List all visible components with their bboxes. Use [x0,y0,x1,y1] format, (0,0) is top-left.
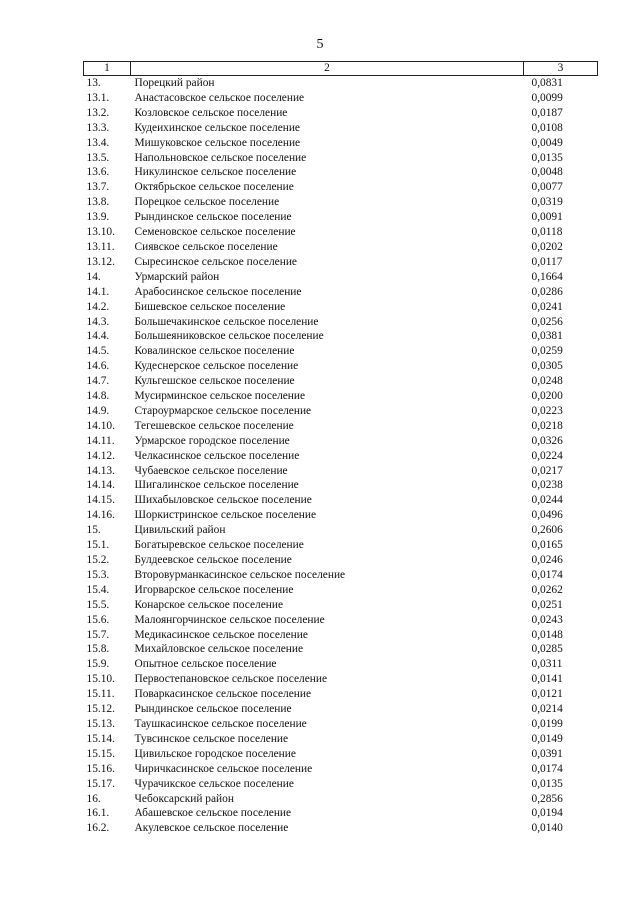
municipality-name: Урмарский район [134,270,220,283]
municipality-name: Тувсинское сельское поселение [134,732,289,745]
row-value: 0,2606 [531,524,563,537]
row-value: 0,0194 [531,807,563,820]
row-value: 0,0311 [531,658,563,671]
row-value: 0,0199 [531,717,563,730]
row-value: 0,0140 [531,822,563,835]
row-number: 13.5. [86,151,110,164]
row-value: 0,0174 [531,762,563,775]
table-row [84,180,598,195]
municipality-name: Рындинское сельское поселение [134,703,292,716]
row-number: 14.8. [86,390,110,403]
row-number: 14.11. [86,434,115,447]
row-number: 15.14. [86,732,115,745]
row-number: 14.10. [86,419,115,432]
municipality-name: Цивильский район [134,524,226,537]
municipality-name: Кудеихинское сельское поселение [134,121,300,134]
row-number: 15.15. [86,747,115,760]
row-value: 0,0049 [531,136,563,149]
table-row [84,121,598,136]
municipality-name: Шихабыловское сельское поселение [134,494,312,507]
row-number: 15.6. [86,613,110,626]
row-number: 14.9. [86,404,110,417]
row-number: 15.5. [86,598,110,611]
row-number: 15.10. [86,673,115,686]
table-row [84,106,598,121]
table-row [84,657,598,672]
table-row [84,702,598,717]
table-row [84,389,598,404]
row-number: 13.2. [86,106,110,119]
row-number: 15.3. [86,568,110,581]
row-number: 15.17. [86,777,115,790]
row-value: 0,0149 [531,732,563,745]
row-number: 15.12. [86,703,115,716]
row-value: 0,0148 [531,628,563,641]
row-value: 0,0223 [531,404,563,417]
table-row [84,687,598,702]
municipality-name: Чиричкасинское сельское поселение [134,762,313,775]
row-number: 15.8. [86,643,110,656]
municipality-name: Ковалинское сельское поселение [134,345,295,358]
row-value: 0,0244 [531,494,563,507]
table-row [84,464,598,479]
row-value: 0,0121 [531,688,563,701]
municipality-name: Конарское сельское поселение [134,598,284,611]
row-value: 0,0391 [531,747,563,760]
row-value: 0,0319 [531,196,563,209]
row-value: 0,0218 [531,419,563,432]
row-number: 13. [86,77,101,89]
table-row [84,404,598,419]
row-value: 0,0262 [531,583,563,596]
row-number: 14.13. [86,464,115,477]
municipality-name: Никулинское сельское поселение [134,166,297,179]
table-row [84,613,598,628]
municipality-name: Тегешевское сельское поселение [134,419,294,432]
table-row [84,553,598,568]
municipality-name: Михайловское сельское поселение [134,643,304,656]
municipality-name: Опытное сельское поселение [134,658,277,671]
municipality-name: Анастасовское сельское поселение [134,91,305,104]
row-number: 14.12. [86,449,115,462]
row-number: 14.16. [86,509,115,522]
municipality-name: Богатыревское сельское поселение [134,539,304,552]
table-row [84,434,598,449]
row-value: 0,0117 [531,255,563,268]
municipality-name: Медикасинское сельское поселение [134,628,308,641]
table-row [84,777,598,792]
row-value: 0,0241 [531,300,563,313]
row-number: 15.16. [86,762,115,775]
header-col-name: 2 [131,62,524,76]
table-row [84,672,598,687]
municipality-name: Кудеснерское сельское поселение [134,360,299,373]
table-row [84,478,598,493]
municipality-name: Челкасинское сельское поселение [134,449,300,462]
row-number: 15.13. [86,717,115,730]
municipality-name: Урмарское городское поселение [134,434,290,447]
row-number: 15.11. [86,688,115,701]
row-value: 0,0256 [531,315,563,328]
municipality-name: Порецкое сельское поселение [134,196,280,209]
row-number: 13.1. [86,91,110,104]
table-row [84,747,598,762]
row-value: 0,0214 [531,703,563,716]
municipality-name: Большеяниковское сельское поселение [134,330,324,343]
row-value: 0,0381 [531,330,563,343]
row-number: 14.7. [86,375,110,388]
municipality-name: Семеновское сельское поселение [134,226,296,239]
table-row [84,732,598,747]
row-value: 0,0091 [531,211,563,224]
municipality-name: Бишевское сельское поселение [134,300,286,313]
table-row [84,806,598,821]
municipality-name: Мусирминское сельское поселение [134,390,306,403]
table-row [84,91,598,106]
municipality-name: Малоянгорчинское сельское поселение [134,613,325,626]
table-row [84,210,598,225]
header-col-value: 3 [524,62,598,76]
row-number: 14.5. [86,345,110,358]
row-number: 16.2. [86,822,110,835]
table-row [84,493,598,508]
table-row [84,374,598,389]
municipality-name: Таушкасинское сельское поселение [134,717,307,730]
row-value: 0,0141 [531,673,563,686]
table-row [84,583,598,598]
table-row [84,136,598,151]
municipality-name: Большечакинское сельское поселение [134,315,319,328]
municipality-name: Игорварское сельское поселение [134,583,294,596]
municipality-name: Акулевское сельское поселение [134,822,289,835]
table-row [84,523,598,538]
table-row [84,329,598,344]
municipality-name: Напольновское сельское поселение [134,151,307,164]
table-row [84,76,598,91]
row-value: 0,0187 [531,106,563,119]
municipality-name: Сиявское сельское поселение [134,240,278,253]
row-value: 0,0251 [531,598,563,611]
table-row [84,240,598,255]
header-row [84,62,598,76]
municipality-name: Кульгешское сельское поселение [134,375,295,388]
row-value: 0,0326 [531,434,563,447]
row-number: 13.6. [86,166,110,179]
row-number: 13.4. [86,136,110,149]
row-value: 0,0217 [531,464,563,477]
table-row [84,568,598,583]
table-body [84,76,598,837]
row-value: 0,0174 [531,568,563,581]
table-row [84,508,598,523]
row-number: 16.1. [86,807,110,820]
row-value: 0,0099 [531,91,563,104]
municipality-name: Чурачикское сельское поселение [134,777,294,790]
municipality-name: Мишуковское сельское поселение [134,136,301,149]
municipality-name: Абашевское сельское поселение [134,807,292,820]
row-number: 13.12. [86,255,115,268]
header-col-number: 1 [84,62,131,76]
row-value: 0,0259 [531,345,563,358]
row-number: 14.4. [86,330,110,343]
table-row [84,285,598,300]
municipality-name: Шигалинское сельское поселение [134,479,299,492]
table-row [84,270,598,285]
municipality-name: Второвурманкасинское сельское поселение [134,568,346,581]
row-number: 13.7. [86,181,110,194]
municipality-name: Рындинское сельское поселение [134,211,292,224]
municipality-name: Октябрьское сельское поселение [134,181,294,194]
table-header [84,62,598,76]
row-value: 0,0246 [531,554,563,566]
row-number: 15.1. [86,539,110,552]
row-value: 0,0238 [531,479,563,492]
municipality-name: Порецкий район [134,77,215,89]
row-number: 15.4. [86,583,110,596]
table-row [84,449,598,464]
row-number: 15.9. [86,658,110,671]
municipality-name: Козловское сельское поселение [134,106,288,119]
table-row [84,195,598,210]
row-value: 0,0135 [531,151,563,164]
row-value: 0,0077 [531,181,563,194]
table-row [84,419,598,434]
table-row [84,359,598,374]
row-number: 14.15. [86,494,115,507]
municipality-name: Поваркасинское сельское поселение [134,688,312,701]
row-value: 0,0224 [531,449,563,462]
municipality-name: Шоркистринское сельское поселение [134,509,317,522]
row-value: 0,0165 [531,539,563,552]
municipality-name: Арабосинское сельское поселение [134,285,302,298]
table-row [84,225,598,240]
row-number: 15.7. [86,628,110,641]
table-row [84,717,598,732]
table-row [84,165,598,180]
row-number: 14.14. [86,479,115,492]
row-value: 0,0202 [531,240,563,253]
page-number: 5 [316,37,324,52]
municipality-name: Сыресинское сельское поселение [134,255,297,268]
row-number: 13.8. [86,196,110,209]
table-row [84,821,598,836]
row-number: 16. [86,792,101,805]
row-value: 0,0305 [531,360,563,373]
table-row [84,538,598,553]
table-row [84,792,598,807]
row-number: 14.2. [86,300,110,313]
row-number: 14.3. [86,315,110,328]
row-value: 0,0135 [531,777,563,790]
row-number: 14.1. [86,285,110,298]
table-row [84,628,598,643]
row-number: 15. [86,524,101,537]
row-number: 13.10. [86,226,115,239]
municipality-name: Чебоксарский район [134,792,234,805]
table-row [84,151,598,166]
municipality-name: Чубаевское сельское поселение [134,464,288,477]
row-number: 13.11. [86,240,115,253]
table-row [84,255,598,270]
row-value: 0,0200 [531,390,563,403]
table-row [84,300,598,315]
municipality-name: Староурмарское сельское поселение [134,404,312,417]
table-row [84,762,598,777]
row-value: 0,2856 [531,792,563,805]
row-value: 0,0048 [531,166,563,179]
row-value: 0,0831 [531,77,563,89]
row-value: 0,0286 [531,285,563,298]
table-row [84,315,598,330]
allocation-table [83,61,598,836]
row-value: 0,0243 [531,613,563,626]
municipality-name: Первостепановское сельское поселение [134,673,328,686]
municipality-name: Булдеевское сельское поселение [134,554,292,566]
row-number: 14. [86,270,101,283]
row-value: 0,0496 [531,509,563,522]
row-number: 15.2. [86,554,110,566]
row-value: 0,0285 [531,643,563,656]
row-number: 14.6. [86,360,110,373]
municipality-name: Цивильское городское поселение [134,747,296,760]
row-value: 0,0118 [531,226,563,239]
row-value: 0,0108 [531,121,563,134]
table-row [84,598,598,613]
table-row [84,642,598,657]
row-value: 0,0248 [531,375,563,388]
row-value: 0,1664 [531,270,563,283]
table-row [84,344,598,359]
row-number: 13.3. [86,121,110,134]
row-number: 13.9. [86,211,110,224]
